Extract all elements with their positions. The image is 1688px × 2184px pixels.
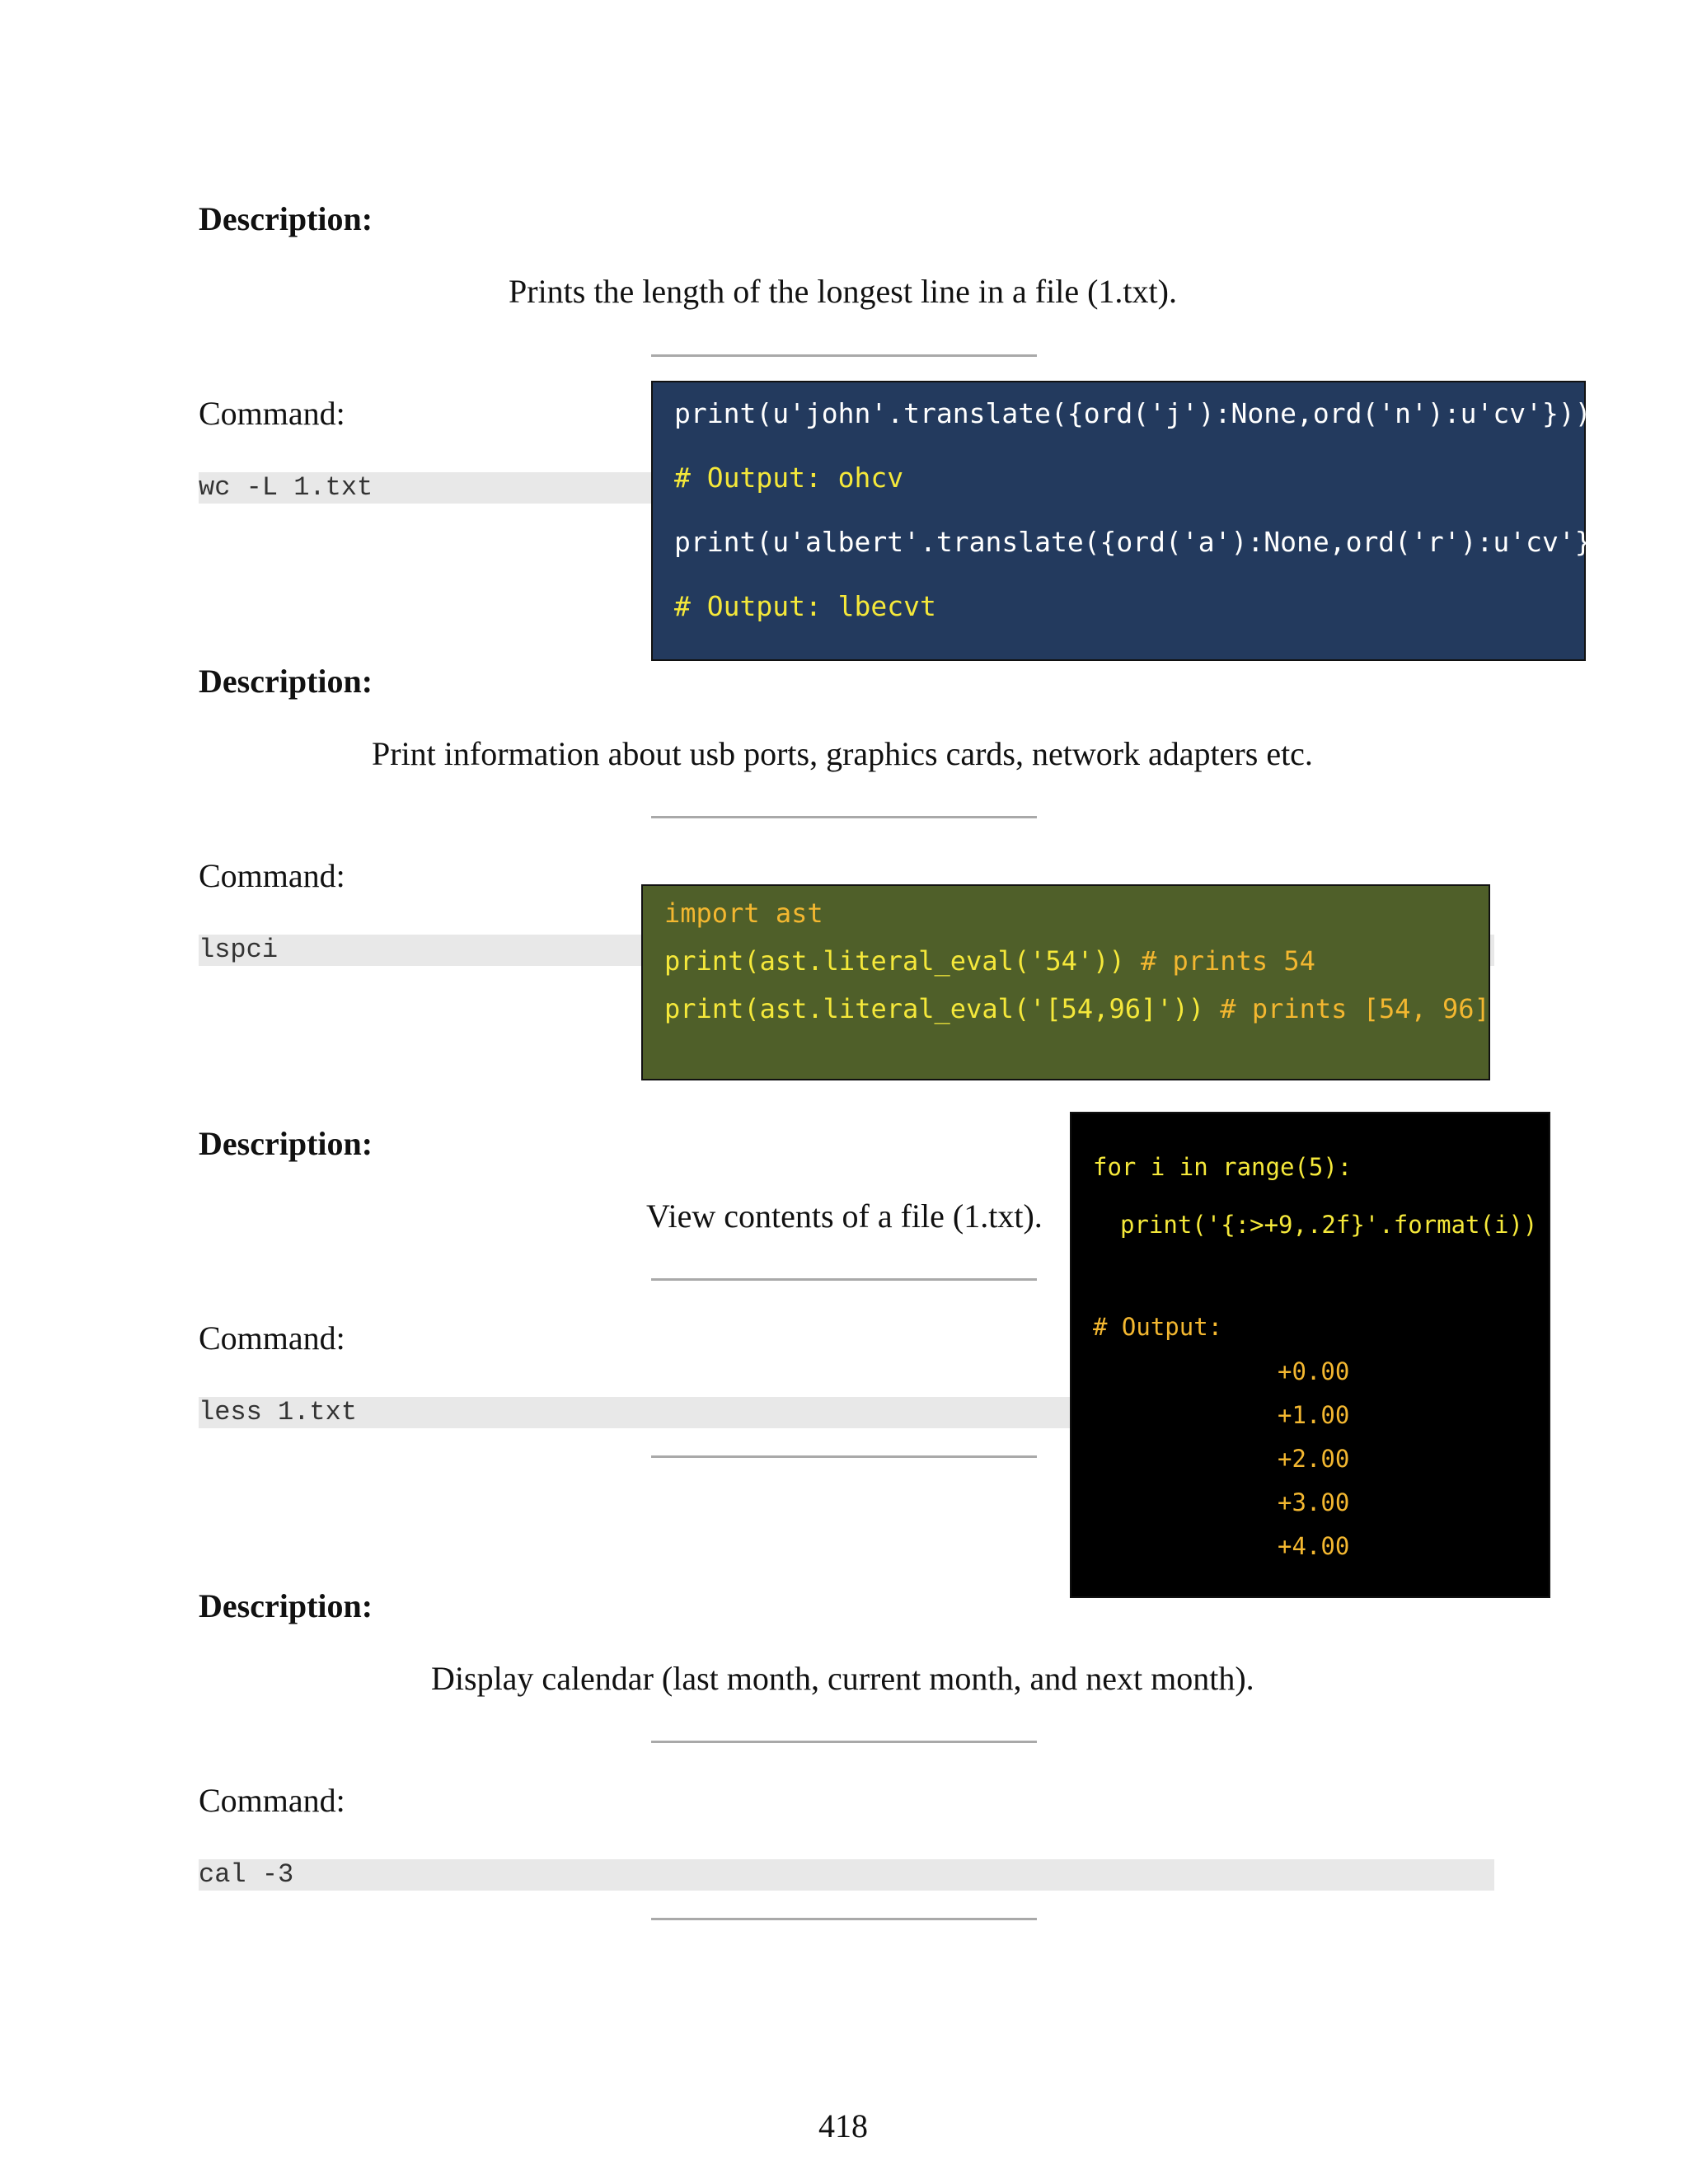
divider: [651, 354, 1037, 357]
divider: [651, 1278, 1037, 1281]
command-code: lspci: [199, 935, 1494, 966]
code-line: [664, 945, 1315, 977]
code-comment: # Output: lbecvt: [674, 590, 936, 622]
divider: [651, 816, 1037, 818]
command-code: cal -3: [199, 1859, 1494, 1891]
code-snippet-translate: [651, 381, 1625, 661]
code-text: print(ast.literal_eval('54')): [664, 945, 1125, 977]
command-code: wc -L 1.txt: [199, 472, 1494, 504]
command-label: Command:: [199, 1782, 345, 1819]
code-comment: # prints [54, 96]: [1204, 993, 1490, 1024]
description-heading: Description:: [199, 200, 373, 237]
code-line: print(u'albert'.translate({ord('a'):None,ord('r'):u'cv'})): [674, 526, 1625, 558]
command-code: less 1.txt: [199, 1397, 1494, 1428]
divider: [651, 1455, 1037, 1458]
code-snippet-format: [1070, 1112, 1550, 1598]
description-text: Print information about usb ports, graphics cards, network adapters etc.: [372, 735, 1313, 772]
output-line: +4.00: [1278, 1532, 1350, 1560]
description-heading: Description:: [199, 1125, 373, 1162]
code-comment: # Output:: [1093, 1313, 1223, 1341]
divider: [651, 1918, 1037, 1920]
output-line: +0.00: [1278, 1357, 1350, 1385]
output-line: +2.00: [1278, 1445, 1350, 1473]
description-text: Prints the length of the longest line in a file (1.txt).: [509, 273, 1177, 310]
command-label: Command:: [199, 1319, 345, 1357]
command-label: Command:: [199, 857, 345, 894]
description-heading: Description:: [199, 663, 373, 700]
code-line: print('{:>+9,.2f}'.format(i)): [1120, 1211, 1538, 1239]
code-line: import ast: [664, 898, 823, 929]
code-snippet-ast: [641, 884, 1490, 1080]
description-text: Display calendar (last month, current month, and next month).: [431, 1660, 1254, 1697]
output-line: +3.00: [1278, 1488, 1350, 1516]
code-text: print(ast.literal_eval('[54,96]')): [664, 993, 1205, 1024]
command-label: Command:: [199, 395, 345, 432]
description-text: View contents of a file (1.txt).: [646, 1197, 1043, 1235]
code-comment: # Output: ohcv: [674, 462, 904, 494]
description-heading: Description:: [199, 1587, 373, 1624]
code-line: [664, 993, 1490, 1024]
code-comment: # prints 54: [1124, 945, 1315, 977]
output-line: +1.00: [1278, 1401, 1350, 1429]
code-line: for i in range(5):: [1093, 1153, 1353, 1181]
code-line: print(u'john'.translate({ord('j'):None,ord('n'):u'cv'})): [674, 397, 1592, 429]
page-number: 418: [818, 2107, 868, 2144]
divider: [651, 1741, 1037, 1743]
